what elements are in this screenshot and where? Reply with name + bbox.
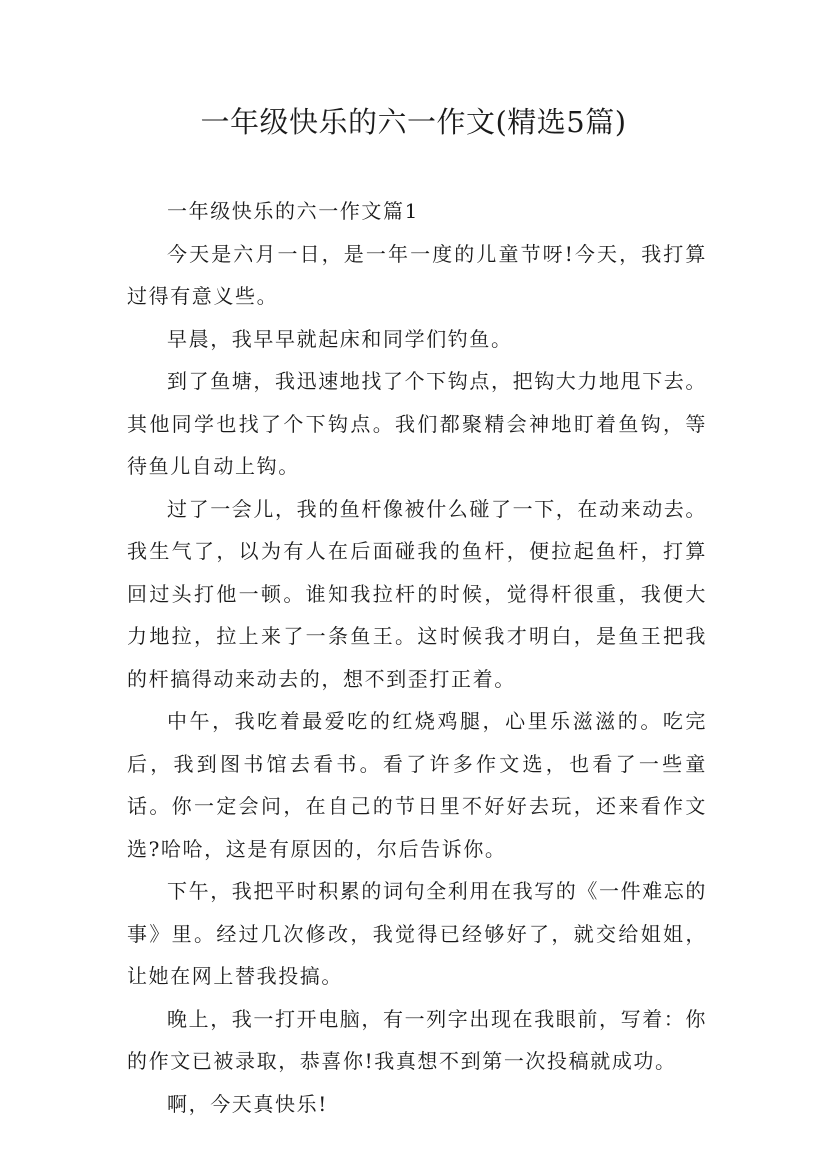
paragraph-8: 啊，今天真快乐! xyxy=(167,1091,328,1116)
paragraph-3: 到了鱼塘，我迅速地找了个下钩点，把钩大力地甩下去。其他同学也找了个下钩点。我们都聚精会神地盯着鱼钩，等待鱼儿自动上钩。 xyxy=(127,369,707,478)
paragraph-7: 晚上，我一打开电脑，有一列字出现在我眼前，写着：你的作文已被录取，恭喜你!我真想不到第一次投稿就成功。 xyxy=(127,1006,707,1073)
document-body xyxy=(127,190,707,1125)
paragraph-5: 中午，我吃着最爱吃的红烧鸡腿，心里乐滋滋的。吃完后，我到图书馆去看书。看了许多作文选，也看了一些童话。你一定会问，在自己的节日里不好好去玩，还来看作文选?哈哈，这是有原因的，尔后告诉你。 xyxy=(127,709,707,861)
paragraph-6: 下午，我把平时积累的词句全利用在我写的《一件难忘的事》里。经过几次修改，我觉得已经够好了，就交给姐姐，让她在网上替我投搞。 xyxy=(127,879,707,988)
document-title: 一年级快乐的六一作文(精选5篇) xyxy=(200,105,627,139)
paragraph-4: 过了一会儿，我的鱼杆像被什么碰了一下，在动来动去。我生气了，以为有人在后面碰我的鱼杆，便拉起鱼杆，打算回过头打他一顿。谁知我拉杆的时候，觉得杆很重，我便大力地拉，拉上来了一条鱼王。这时候我才明白，是鱼王把我的杆搞得动来动去的，想不到歪打正着。 xyxy=(127,496,707,691)
paragraph-2: 早晨，我早早就起床和同学们钓鱼。 xyxy=(167,326,513,351)
section-heading: 一年级快乐的六一作文篇1 xyxy=(167,199,419,223)
paragraph-1: 今天是六月一日，是一年一度的儿童节呀!今天，我打算过得有意义些。 xyxy=(127,241,707,308)
